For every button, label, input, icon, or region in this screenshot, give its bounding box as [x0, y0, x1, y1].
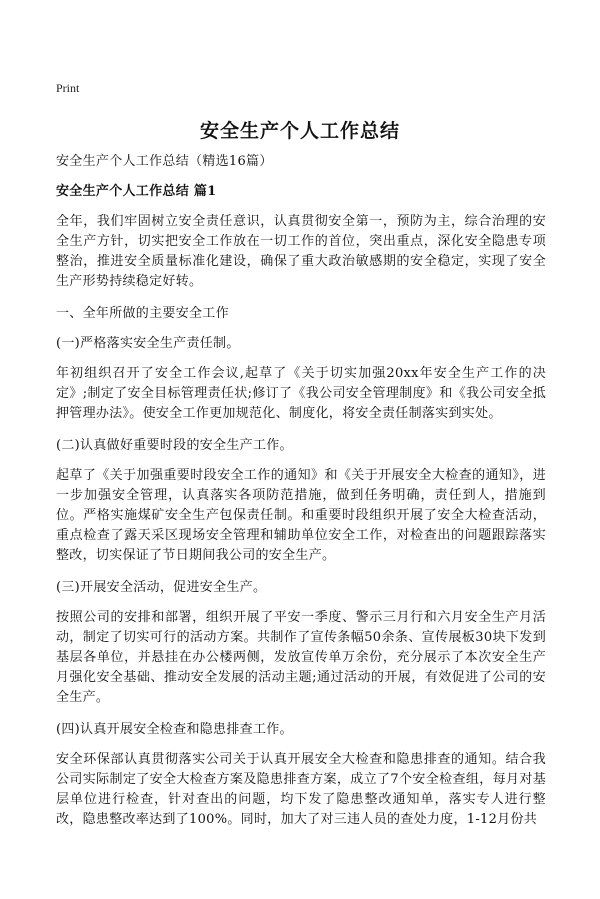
section-title: 安全生产个人工作总结 篇1: [56, 184, 217, 199]
heading-key-periods: (二)认真做好重要时段的安全生产工作。: [56, 438, 293, 453]
document-subtitle: 安全生产个人工作总结（精选16篇）: [56, 154, 273, 169]
heading-responsibility: (一)严格落实安全生产责任制。: [56, 336, 240, 351]
heading-main-work: 一、全年所做的主要安全工作: [56, 306, 229, 321]
document-body: [56, 152, 546, 842]
paragraph-key-periods: 起草了《关于加强重要时段安全工作的通知》和《关于开展安全大检查的通知》，进一步加强安全管理，认真落实各项防范措施，做到任务明确，责任到人，措施到位。严格实施煤矿安全生产包保责任制。和重要时段组织开展了安全大检查活动，重点检查了露天采区现场安全管理和辅助单位安全工作，对检查出的问题跟踪落实整改，切实保证了节日期间我公司的安全生产。: [56, 468, 546, 563]
paragraph-safety-activities: 按照公司的安排和部署，组织开展了平安一季度、警示三月行和六月安全生产月活动，制定了切实可行的活动方案。共制作了宣传条幅50余条、宣传展板30块下发到基层各单位，并悬挂在办公楼两侧，发放宣传单万余份，充分展示了本次安全生产月强化安全基础、推动安全发展的活动主题;通过活动的开展，有效促进了公司的安全生产。: [56, 610, 546, 705]
document-title: 安全生产个人工作总结: [199, 120, 400, 142]
heading-inspection: (四)认真开展安全检查和隐患排查工作。: [56, 722, 293, 737]
print-label[interactable]: Print: [56, 81, 80, 95]
heading-safety-activities: (三)开展安全活动，促进安全生产。: [56, 580, 267, 595]
paragraph-intro: 全年，我们牢固树立安全责任意识，认真贯彻安全第一，预防为主，综合治理的安全生产方针，切实把安全工作放在一切工作的首位，突出重点，深化安全隐患专项整治，推进安全质量标准化建设，确保了重大政治敏感期的安全稳定，实现了安全生产形势持续稳定好转。: [56, 214, 546, 289]
paragraph-responsibility: 年初组织召开了安全工作会议,起草了《关于切实加强20xx年安全生产工作的决定》;制定了安全目标管理责任状;修订了《我公司安全管理制度》和《我公司安全抵押管理办法》。使安全工作更加规范化、制度化，将安全责任制落实到实处。: [56, 366, 546, 421]
paragraph-inspection: 安全环保部认真贯彻落实公司关于认真开展安全大检查和隐患排查的通知。结合我公司实际制定了安全大检查方案及隐患排查方案，成立了7个安全检查组，每月对基层单位进行检查，针对查出的问题，均下发了隐患整改通知单，落实专人进行整改，隐患整改率达到了100%。同时，加大了对三违人员的查处力度，1-12月份共: [56, 752, 546, 827]
